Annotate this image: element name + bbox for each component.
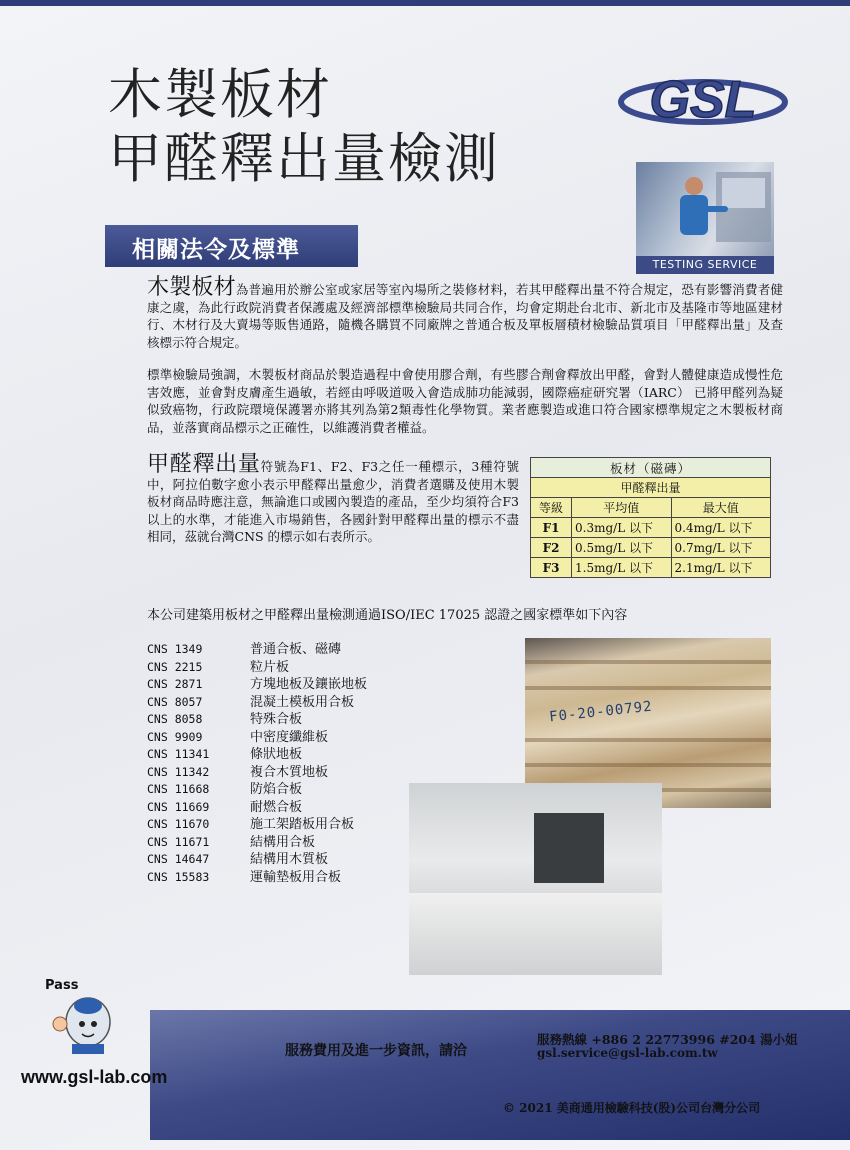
grade-table [530,457,771,578]
standard-code: CNS 15583 [147,869,210,884]
grade-header-grade: 等級 [531,498,572,518]
standard-code: CNS 11668 [147,782,210,796]
standard-name: 複合木質地板 [250,764,329,780]
standard-code: CNS 8057 [147,694,203,709]
standard-name: 施工架踏板用合板 [250,817,355,832]
list-item [147,729,367,747]
grade-table-title: 板材（磁磚） [531,458,771,478]
list-item [147,781,367,799]
grade-row-f2 [531,538,771,558]
list-item [147,746,367,764]
grade-header-max: 最大值 [671,498,771,518]
standard-name: 結構用合板 [250,834,316,850]
list-item [147,834,367,852]
intro-paragraph [147,275,783,351]
grade-average: 1.5mg/L 以下 [572,558,672,578]
standard-name: 普通合板、磁磚 [250,642,342,657]
standard-name: 防焰合板 [250,782,303,797]
standards-list [147,641,367,886]
grade-max: 2.1mg/L 以下 [671,558,771,578]
pass-label: Pass [45,978,79,993]
chamber-panel [409,893,662,975]
standard-code: CNS 8058 [147,712,203,726]
list-item [147,659,367,677]
title-line-2: 甲醛釋出量檢測 [108,127,500,190]
list-item [147,641,367,659]
grade-label: F1 [531,518,572,538]
standard-name: 混凝土模板用合板 [250,694,355,710]
grade-average: 0.5mg/L 以下 [572,538,672,558]
formaldehyde-paragraph [147,452,519,546]
top-accent-bar [0,0,850,6]
standard-code: CNS 14647 [147,852,210,866]
standard-code: CNS 2215 [147,659,203,674]
testing-service-photo [636,162,774,274]
list-item [147,816,367,834]
grade-row-f1 [531,518,771,538]
standard-name: 特殊合板 [250,712,303,727]
grade-table-header-row [531,498,771,518]
footer-hotline: 服務熱線 +886 2 22773996 #204 湯小姐 [537,1032,798,1047]
footer-copyright: © 2021 美商通用檢驗科技(股)公司台灣分公司 [503,1101,761,1115]
standard-code: CNS 11342 [147,764,210,779]
grade-table-subtitle-row [531,478,771,498]
footer-email-link[interactable]: gsl.service@gsl-lab.com.tw [537,1046,718,1060]
test-chamber-photo [409,783,662,975]
standard-name: 中密度纖維板 [250,729,329,745]
gsl-logo [617,70,789,130]
standard-code: CNS 2871 [147,677,203,691]
bsmi-paragraph: 標準檢驗局強調，木製板材商品於製造過程中會使用膠合劑，有些膠合劑會釋放出甲醛，會對人體健康造成慢性危害效應，並會對皮膚產生過敏，若經由呼吸道吸入會造成肺功能減弱，國際癌症研究署（IARC） 已將甲醛列為疑似致癌物，行政院環境保護署亦將其列為第2類毒性化學物質。業者應製造或進口符合國家標準規定之木製板材商品，並落實商品標示之正確性，以維護消費者權益。 [147,367,783,435]
grade-label: F3 [531,558,572,578]
grade-table-subtitle: 甲醛釋出量 [531,478,771,498]
grade-row-f3 [531,558,771,578]
list-item [147,869,367,887]
standard-name: 條狀地板 [250,747,303,762]
certification-line: 本公司建築用板材之甲醛釋出量檢測通過ISO/IEC 17025 認證之國家標準如下內容 [147,608,628,623]
testing-service-caption: TESTING SERVICE [636,256,774,274]
standard-name: 結構用木質板 [250,852,329,867]
standard-code: CNS 11671 [147,834,210,849]
list-item [147,851,367,869]
standard-name: 耐燃合板 [250,799,303,815]
title-line-1: 木製板材 [108,63,332,126]
logo-text: GSL [649,71,757,129]
standard-code: CNS 11669 [147,799,210,814]
plywood-layer [525,660,771,664]
list-item [147,676,367,694]
website-link[interactable]: www.gsl-lab.com [21,1067,168,1087]
section-heading: 相關法令及標準 [132,237,300,263]
list-item [147,764,367,782]
sample-handwritten-label: F0-20-00792 [548,698,654,726]
chamber-opening [534,813,604,883]
standard-code: CNS 11341 [147,747,210,761]
plywood-layer [525,738,771,742]
intro-body: 為普遍用於辦公室或家居等室內場所之裝修材料，若其甲醛釋出量不符合規定，恐有影響消費者健康之虞，為此行政院消費者保護處及經濟部標準檢驗局共同合作，均會定期赴台北市、新北市及基隆市等地區建材行、木材行及大賣場等販售通路，隨機各購買不同廠牌之普通合板及單板層積材檢驗品質項目「甲醛釋出量」及查核標示符合規定。 [147,282,783,350]
grade-max: 0.4mg/L 以下 [671,518,771,538]
plywood-layer [525,763,771,767]
list-item [147,799,367,817]
standard-code: CNS 1349 [147,642,203,656]
grade-label: F2 [531,538,572,558]
grade-header-average: 平均值 [572,498,672,518]
standard-name: 粒片板 [250,659,290,675]
standard-code: CNS 11670 [147,817,210,831]
grade-average: 0.3mg/L 以下 [572,518,672,538]
standard-name: 運輸墊板用合板 [250,869,342,885]
grade-table-title-row [531,458,771,478]
grade-max: 0.7mg/L 以下 [671,538,771,558]
plywood-layer [525,686,771,690]
list-item [147,694,367,712]
footer-service-text: 服務費用及進一步資訊，請洽 [285,1043,467,1059]
technician-illustration [636,162,774,256]
formaldehyde-lead: 甲醛釋出量 [147,452,261,477]
section-heading-bar [105,225,358,267]
formaldehyde-body: 符號為F1、F2、F3之任一種標示，3種符號中，阿拉伯數字愈小表示甲醛釋出量愈少，消費者選購及使用木製板材商品時應注意，無論進口或國內製造的產品，至少均須符合F3以上的水準，才能進入市場銷售，各國針對甲醛釋出量的標示不盡相同，茲就台灣CNS 的標示如右表所示。 [147,459,519,544]
list-item [147,711,367,729]
standard-code: CNS 9909 [147,729,203,744]
standard-name: 方塊地板及鑲嵌地板 [250,677,368,692]
intro-lead: 木製板材 [147,275,236,300]
